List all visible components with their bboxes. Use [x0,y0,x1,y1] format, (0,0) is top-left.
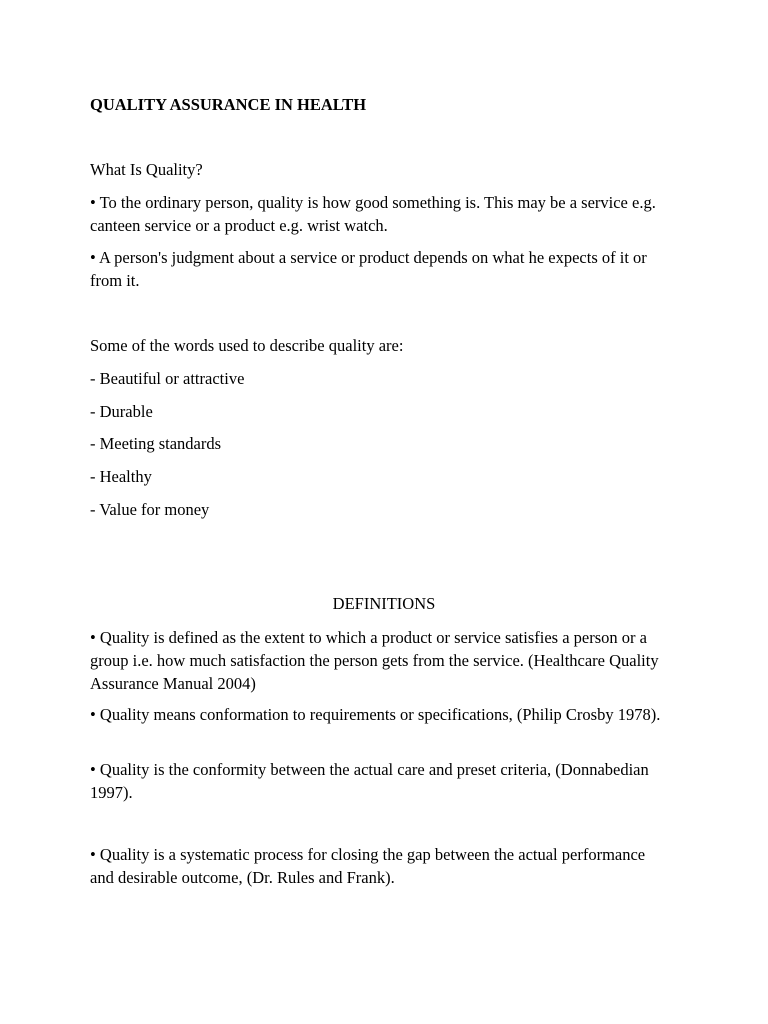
word-item: - Healthy [90,467,152,486]
word-item: - Meeting standards [90,434,222,453]
definitions-heading: DEFINITIONS [332,594,436,613]
section-heading-what-is-quality: What Is Quality? [90,160,203,179]
quality-bullet-2: • A person's judgment about a service or product depends on what he expects of it or from it. [90,248,647,290]
word-item: - Value for money [90,500,210,519]
definition-bullet-3: • Quality is the conformity between the actual care and preset criteria, (Donnabedian 1997). [90,760,649,802]
definition-bullet-2: • Quality means conformation to requirements or specifications, (Philip Crosby 1978). [90,705,661,724]
definition-bullet-1: • Quality is defined as the extent to which a product or service satisfies a person or a group i.e. how much satisfaction the person gets from the service. (Healthcare Quality Assurance Manual 2004) [90,628,659,693]
word-item: - Beautiful or attractive [90,369,245,388]
quality-bullet-1: • To the ordinary person, quality is how good something is. This may be a service e.g. canteen service or a product e.g. wrist watch. [90,193,656,235]
word-item: - Durable [90,402,153,421]
definition-bullet-4: • Quality is a systematic process for closing the gap between the actual performance and desirable outcome, (Dr. Rules and Frank). [90,845,658,887]
document-title: QUALITY ASSURANCE IN HEALTH [90,95,367,114]
words-intro: Some of the words used to describe quality are: [90,336,404,355]
